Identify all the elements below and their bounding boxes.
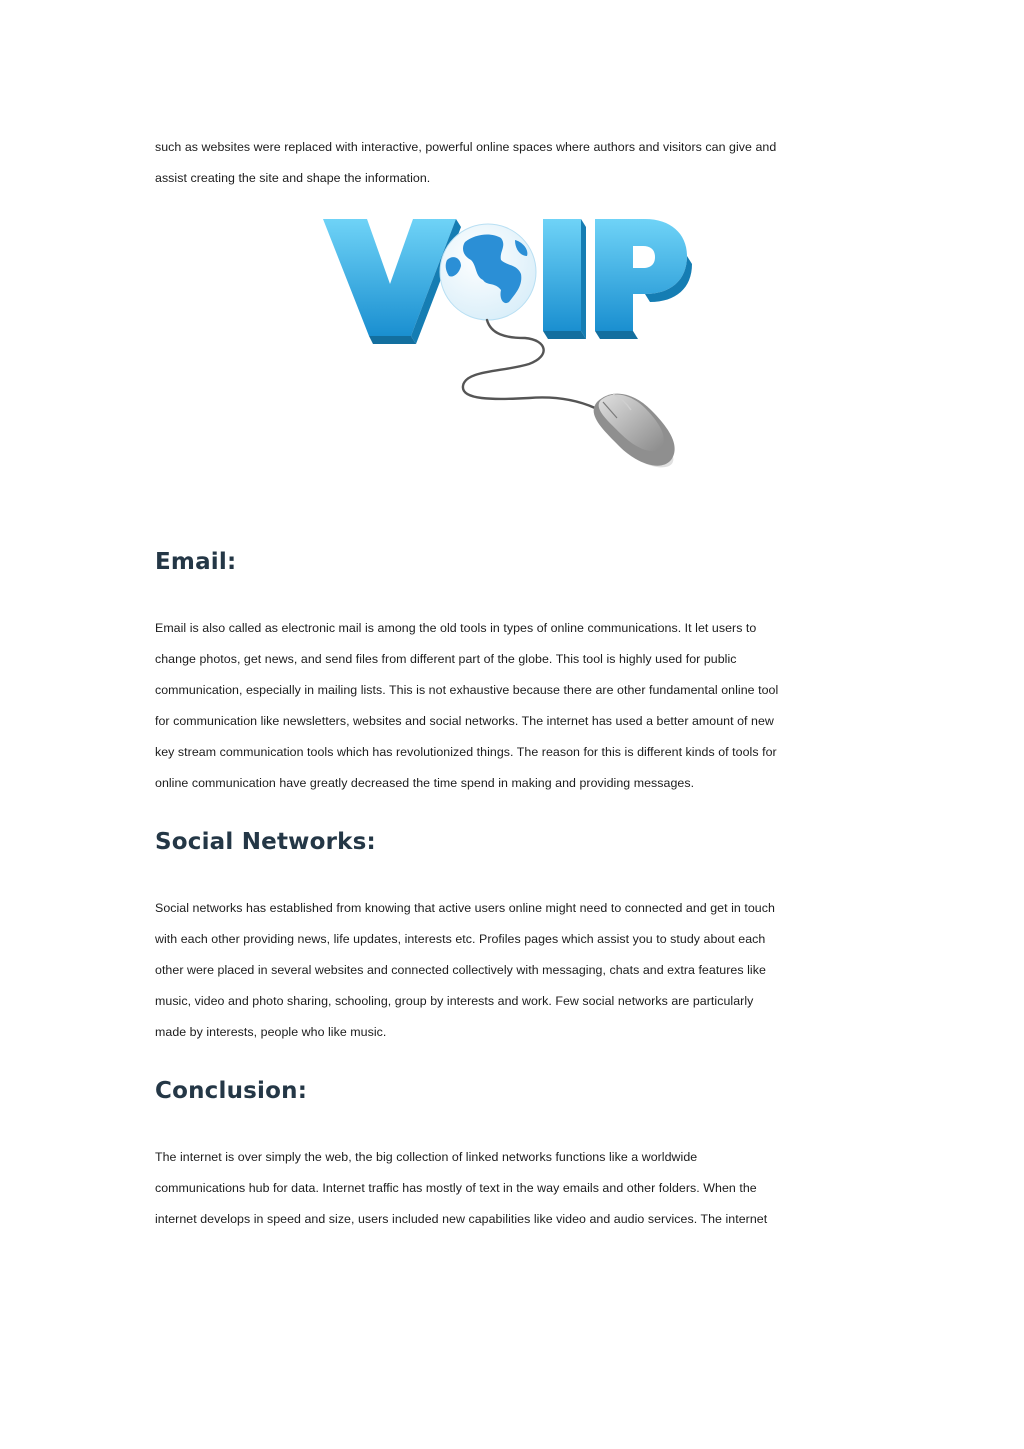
paragraph-line: assist creating the site and shape the information.: [155, 171, 431, 185]
section-heading-email: Email:: [155, 549, 237, 575]
paragraph-line: Social networks has established from knowing that active users online might need to connected and get in touch: [155, 901, 775, 915]
section-heading-conclusion: Conclusion:: [155, 1078, 308, 1104]
paragraph-line: internet develops in speed and size, users included new capabilities like video and audio services. The internet: [155, 1212, 768, 1226]
letter-i: [543, 219, 586, 339]
voip-illustration: [155, 194, 875, 484]
paragraph-line: for communication like newsletters, websites and social networks. The internet has used a better amount of new: [155, 714, 774, 728]
globe-icon: [440, 224, 536, 320]
conclusion-paragraph: [155, 1142, 875, 1235]
paragraph-line: change photos, get news, and send files from different part of the globe. This tool is highly used for public: [155, 652, 737, 666]
paragraph-line: such as websites were replaced with interactive, powerful online spaces where authors and visitors can give and: [155, 140, 777, 154]
letter-p: [595, 219, 692, 339]
intro-paragraph: [155, 132, 875, 194]
computer-mouse-icon: [594, 394, 680, 476]
paragraph-line: online communication have greatly decreased the time spend in making and providing messages.: [155, 776, 695, 790]
paragraph-line: communication, especially in mailing lists. This is not exhaustive because there are other fundamental online tool: [155, 683, 779, 697]
paragraph-line: made by interests, people who like music.: [155, 1025, 387, 1039]
paragraph-line: Email is also called as electronic mail is among the old tools in types of online communications. It let users to: [155, 621, 757, 635]
paragraph-line: with each other providing news, life updates, interests etc. Profiles pages which assist you to study about each: [155, 932, 766, 946]
paragraph-line: key stream communication tools which has revolutionized things. The reason for this is different kinds of tools for: [155, 745, 777, 759]
email-paragraph: [155, 613, 875, 799]
paragraph-line: The internet is over simply the web, the big collection of linked networks functions like a worldwide: [155, 1150, 698, 1164]
voip-graphic: [315, 194, 715, 484]
paragraph-line: other were placed in several websites and connected collectively with messaging, chats and extra features like: [155, 963, 766, 977]
page-content: [155, 132, 875, 1235]
section-heading-social-networks: Social Networks:: [155, 829, 376, 855]
paragraph-line: communications hub for data. Internet traffic has mostly of text in the way emails and other folders. When the: [155, 1181, 757, 1195]
letter-v: [323, 219, 461, 344]
social-networks-paragraph: [155, 893, 875, 1048]
paragraph-line: music, video and photo sharing, schooling, group by interests and work. Few social networks are particularly: [155, 994, 754, 1008]
